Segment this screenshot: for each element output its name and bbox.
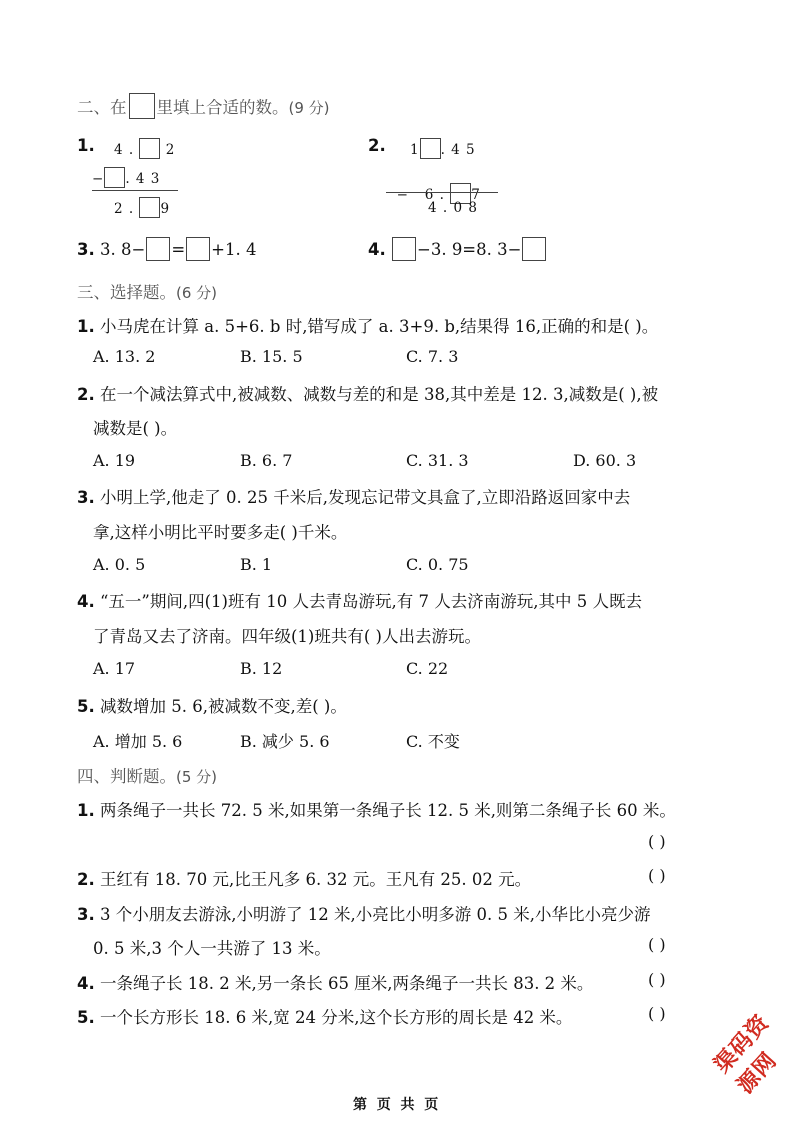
- option-b[interactable]: B. 减少 5. 6: [240, 732, 330, 751]
- calc-line: [92, 190, 178, 191]
- section-4-heading: [77, 763, 217, 787]
- question-number: 2.: [77, 870, 95, 889]
- question-text: 一个长方形长 18. 6 米,宽 24 分米,这个长方形的周长是 42 米。: [100, 1008, 573, 1027]
- equation-text: =: [171, 240, 186, 259]
- question-4: [368, 237, 547, 261]
- option-b[interactable]: B. 6. 7: [240, 451, 293, 470]
- answer-box[interactable]: [104, 167, 125, 188]
- calc-text: 9: [160, 201, 171, 217]
- judge-question-1: [77, 797, 676, 821]
- answer-box[interactable]: [392, 237, 416, 261]
- option-a[interactable]: A. 增加 5. 6: [93, 732, 183, 751]
- question-text: 小马虎在计算 a. 5+6. b 时,错写成了 a. 3+9. b,结果得 16,正确的和是( )。: [100, 317, 659, 336]
- calc-row-1: [114, 138, 175, 159]
- calc-text: 2: [165, 142, 176, 158]
- choice-question-4: [77, 588, 642, 612]
- answer-parentheses[interactable]: ( ): [648, 970, 666, 989]
- section-2-heading: [77, 93, 330, 119]
- option-c[interactable]: C. 31. 3: [406, 451, 469, 470]
- answer-box[interactable]: [139, 197, 160, 218]
- question-number: 2.: [368, 136, 386, 155]
- choice-question-2: [77, 381, 658, 405]
- question-text: 3 个小朋友去游泳,小明游了 12 米,小亮比小明多游 0. 5 米,小华比小亮少游: [100, 905, 651, 924]
- watermark-stamp: 渠码资源网: [709, 1010, 783, 1099]
- question-number: 3.: [77, 905, 95, 924]
- calc-text: − 6 .: [396, 187, 445, 203]
- answer-parentheses[interactable]: ( ): [648, 832, 666, 851]
- question-text: 小明上学,他走了 0. 25 千米后,发现忘记带文具盒了,立即沿路返回家中去: [100, 488, 631, 507]
- option-a[interactable]: A. 19: [93, 451, 136, 470]
- answer-box[interactable]: [146, 237, 170, 261]
- option-b[interactable]: B. 12: [240, 659, 283, 678]
- calc-text: 2 .: [114, 201, 135, 217]
- question-number: 5.: [77, 697, 95, 716]
- option-a[interactable]: A. 0. 5: [93, 555, 146, 574]
- choice-question-3: [77, 484, 630, 508]
- option-b[interactable]: B. 1: [240, 555, 273, 574]
- question-text: 减数是( )。: [93, 419, 178, 438]
- question-number: 5.: [77, 1008, 95, 1027]
- answer-box[interactable]: [139, 138, 160, 159]
- judge-question-3: [77, 901, 650, 925]
- equation-text: −3. 9=8. 3−: [417, 240, 522, 259]
- answer-box[interactable]: [522, 237, 546, 261]
- question-text: 王红有 18. 70 元,比王凡多 6. 32 元。王凡有 25. 02 元。: [100, 870, 532, 889]
- question-text: 拿,这样小明比平时要多走( )千米。: [93, 523, 348, 542]
- answer-box[interactable]: [420, 138, 441, 159]
- question-number: 4.: [368, 240, 386, 259]
- question-number: 2.: [77, 385, 95, 404]
- question-text: “五一”期间,四(1)班有 10 人去青岛游玩,有 7 人去济南游玩,其中 5 人既去: [100, 592, 642, 611]
- calc-text: 4 .: [114, 142, 135, 158]
- answer-parentheses[interactable]: ( ): [648, 866, 666, 885]
- heading-text: 三、选择题。: [77, 283, 176, 302]
- equation-text: +1. 4: [211, 240, 257, 259]
- equation-text: 3. 8−: [100, 240, 146, 259]
- minus-sign: −: [92, 171, 105, 187]
- question-number: 3.: [77, 488, 95, 507]
- question-number: 1.: [77, 317, 95, 336]
- heading-text: 四、判断题。: [77, 767, 176, 786]
- calc-row-2: [92, 167, 160, 188]
- option-a[interactable]: A. 17: [93, 659, 136, 678]
- option-c[interactable]: C. 0. 75: [406, 555, 469, 574]
- question-text: 两条绳子一共长 72. 5 米,如果第一条绳子长 12. 5 米,则第二条绳子长 60 米。: [100, 801, 676, 820]
- calc-line: [386, 192, 498, 193]
- question-number: 3.: [77, 240, 95, 259]
- judge-question-5: [77, 1004, 572, 1028]
- points-label: (5 分): [176, 768, 218, 786]
- answer-parentheses[interactable]: ( ): [648, 1004, 666, 1023]
- option-c[interactable]: C. 22: [406, 659, 449, 678]
- calc-text: 1: [410, 142, 420, 158]
- question-number: 1.: [77, 136, 95, 155]
- question-text: 在一个减法算式中,被减数、减数与差的和是 38,其中差是 12. 3,减数是( ),被: [100, 385, 659, 404]
- heading-text: 里填上合适的数。: [156, 98, 289, 117]
- points-label: (9 分): [288, 99, 330, 117]
- option-a[interactable]: A. 13. 2: [93, 347, 156, 366]
- section-3-heading: [77, 279, 217, 303]
- question-number: 1.: [77, 801, 95, 820]
- calc-row-3: [114, 197, 170, 218]
- question-text: 一条绳子长 18. 2 米,另一条长 65 厘米,两条绳子一共长 83. 2 米。: [100, 974, 594, 993]
- question-number: 4.: [77, 592, 95, 611]
- question-text: 减数增加 5. 6,被减数不变,差( )。: [100, 697, 347, 716]
- calc-text: 7: [471, 187, 481, 203]
- option-c[interactable]: C. 不变: [406, 732, 460, 751]
- option-c[interactable]: C. 7. 3: [406, 347, 459, 366]
- calc-row-3: 4 . 0 8: [428, 200, 478, 216]
- calc-text: . 4 3: [125, 171, 161, 187]
- choice-question-5: [77, 693, 347, 717]
- points-label: (6 分): [176, 284, 218, 302]
- option-b[interactable]: B. 15. 5: [240, 347, 303, 366]
- page-footer: 第 页 共 页: [353, 1097, 439, 1113]
- heading-text: 二、在: [77, 98, 127, 117]
- blank-box-icon: [129, 93, 155, 119]
- answer-parentheses[interactable]: ( ): [648, 935, 666, 954]
- judge-question-2: [77, 866, 531, 890]
- calc-row-1: [410, 138, 476, 159]
- choice-question-1: [77, 313, 658, 337]
- question-text: 0. 5 米,3 个人一共游了 13 米。: [93, 939, 331, 958]
- question-3: [77, 237, 256, 261]
- question-text: 了青岛又去了济南。四年级(1)班共有( )人出去游玩。: [93, 627, 481, 646]
- judge-question-4: [77, 970, 593, 994]
- option-d[interactable]: D. 60. 3: [573, 451, 637, 470]
- calc-row-2: [386, 167, 481, 204]
- question-number: 4.: [77, 974, 95, 993]
- calc-text: . 4 5: [440, 142, 476, 158]
- answer-box[interactable]: [186, 237, 210, 261]
